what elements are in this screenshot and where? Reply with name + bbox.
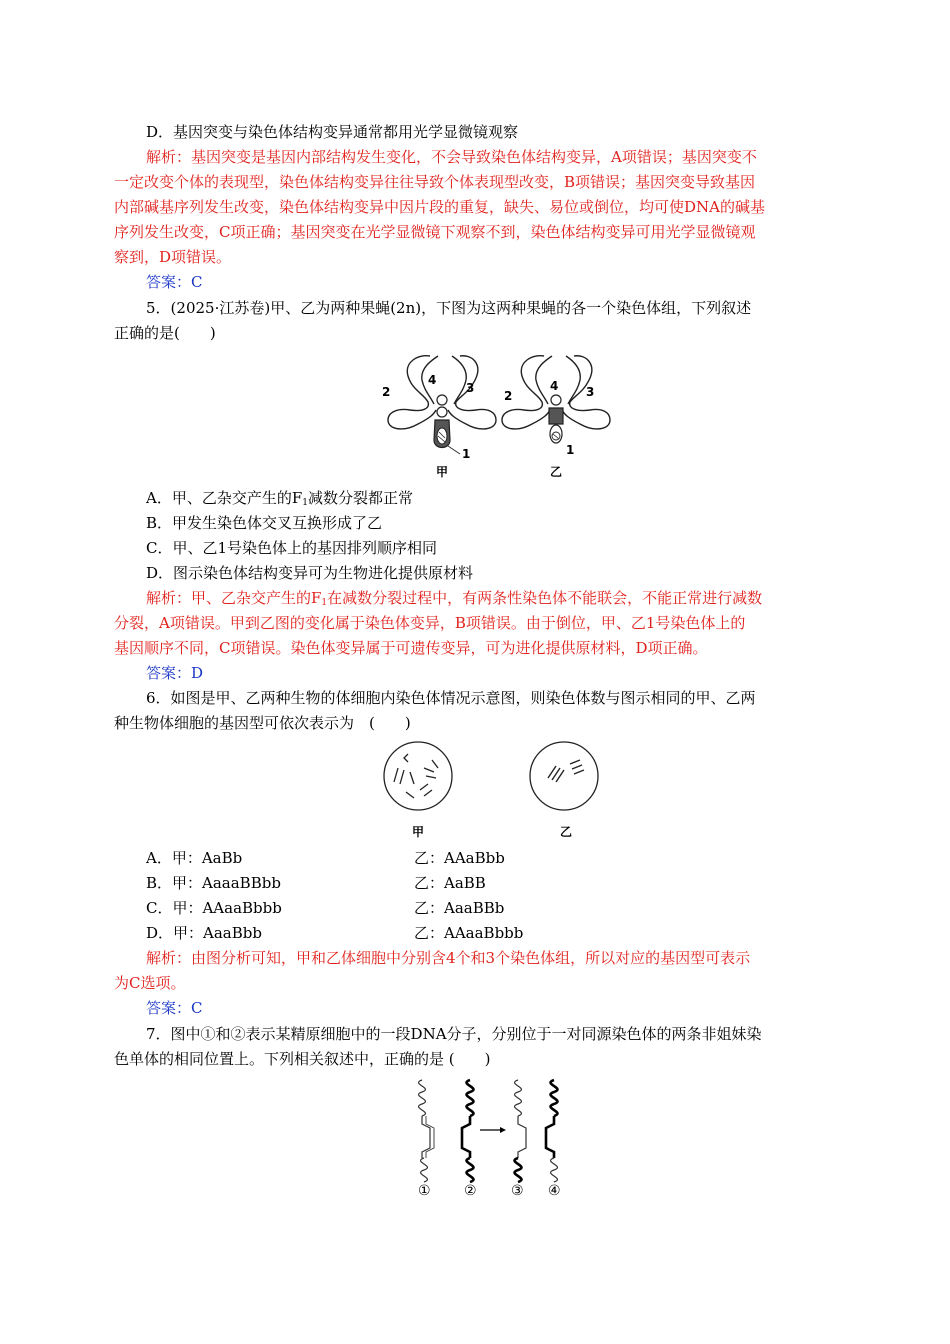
label-circle-1: ① [418,1183,431,1198]
q5-option-c: C．甲、乙1号染色体上的基因排列顺序相同 [146,539,438,557]
q6-answer: 答案：C [146,999,203,1017]
q6-option-c-yi: 乙：AaaBBb [414,899,505,917]
q4-explanation-line: 解析：基因突变是基因内部结构发生变化，不会导致染色体结构变异，A项错误；基因突变不 [146,148,757,166]
dna-strand-3 [515,1080,526,1182]
label-circle-4: ④ [548,1183,561,1198]
q5-stem: 正确的是( ) [114,324,216,342]
q6-option-a-yi: 乙：AAaBbb [414,849,505,867]
caption-jia: 甲 [412,825,425,839]
caption-yi: 乙 [550,465,563,479]
label-4-yi: 4 [550,379,559,393]
label-2-yi: 2 [504,389,513,403]
q4-answer: 答案：C [146,273,203,291]
q7-stem: 7．图中①和②表示某精原细胞中的一段DNA分子，分别位于一对同源染色体的两条非姐妹染 [146,1025,762,1043]
label-3-yi: 3 [586,385,595,399]
dna-strand-1 [419,1080,434,1182]
label-1-jia: 1 [462,447,471,461]
q6-stem: 种生物体细胞的基因型可依次表示为 ( ) [114,714,411,732]
dna-strand-2 [462,1080,473,1182]
cell-yi [530,742,598,810]
q4-explanation-line: 察到，D项错误。 [114,248,232,266]
q5-option-d: D．图示染色体结构变异可为生物进化提供原材料 [146,564,474,582]
q6-explanation-line: 为C选项。 [114,974,186,992]
q4-explanation-line: 内部碱基序列发生改变，染色体结构变异中因片段的重复，缺失、易位或倒位，均可使DNA的碱基 [114,198,765,216]
q5-explanation-line: 基因顺序不同，C项错误。染色体变异属于可遗传变异，可为进化提供原材料，D项正确。 [114,639,708,657]
q6-explanation-line: 解析：由图分析可知，甲和乙体细胞中分别含4个和3个染色体组，所以对应的基因型可表示 [146,949,751,967]
label-4-jia: 4 [428,373,437,387]
q7-stem: 色单体的相同位置上。下列相关叙述中，正确的是 ( ) [114,1050,491,1068]
q4-explanation-line: 序列发生改变，C项正确；基因突变在光学显微镜下观察不到，染色体结构变异可用光学显微镜观 [114,223,756,241]
q6-option-b-yi: 乙：AaBB [414,874,486,892]
q6-option-b-jia: B．甲：AaaaBBbb [146,874,281,892]
q6-option-d-yi: 乙：AAaaBbbb [414,924,524,942]
cell-jia [384,742,452,810]
caption-jia: 甲 [436,465,449,479]
dna-crossover-figure [408,1076,580,1198]
arrow-icon [480,1127,506,1133]
label-2-jia: 2 [382,385,391,399]
q5-option-a: A．甲、乙杂交产生的$F_1$减数分裂都正常 [146,489,413,508]
q4-option-d: D．基因突变与染色体结构变异通常都用光学显微镜观察 [146,123,519,141]
q6-option-d-jia: D．甲：AaaBbb [146,924,262,942]
label-1-yi: 1 [566,443,575,457]
q6-option-c-jia: C．甲：AAaaBbbb [146,899,282,917]
fruitfly-chromosome-figure [378,350,618,480]
chromosome-set-yi [502,356,610,443]
q6-option-a-jia: A．甲：AaBb [146,849,243,867]
q5-answer: 答案：D [146,664,204,682]
q6-stem: 6．如图是甲、乙两种生物的体细胞内染色体情况示意图，则染色体数与图示相同的甲、乙两 [146,689,756,707]
q4-explanation-line: 一定改变个体的表现型，染色体结构变异往往导致个体表现型改变，B项错误；基因突变导致基因 [114,173,756,191]
cell-chromosome-figure [380,738,606,842]
dna-strand-4 [546,1080,557,1182]
q5-option-b: B．甲发生染色体交叉互换形成了乙 [146,514,383,532]
q5-stem: 5．(2025·江苏卷)甲、乙为两种果蝇(2n)，下图为这两种果蝇的各一个染色体组，下列叙述 [146,299,752,317]
q5-explanation-line: 分裂，A项错误。甲到乙图的变化属于染色体变异，B项错误。由于倒位，甲、乙1号染色体上的 [114,614,746,632]
label-circle-2: ② [464,1183,477,1198]
label-circle-3: ③ [511,1183,524,1198]
caption-yi: 乙 [560,825,573,839]
q5-explanation-line: 解析：甲、乙杂交产生的$F_1$在减数分裂过程中，有两条性染色体不能联会，不能正常进行减数 [146,589,763,608]
label-3-jia: 3 [466,381,475,395]
chromosome-set-jia [388,356,496,454]
